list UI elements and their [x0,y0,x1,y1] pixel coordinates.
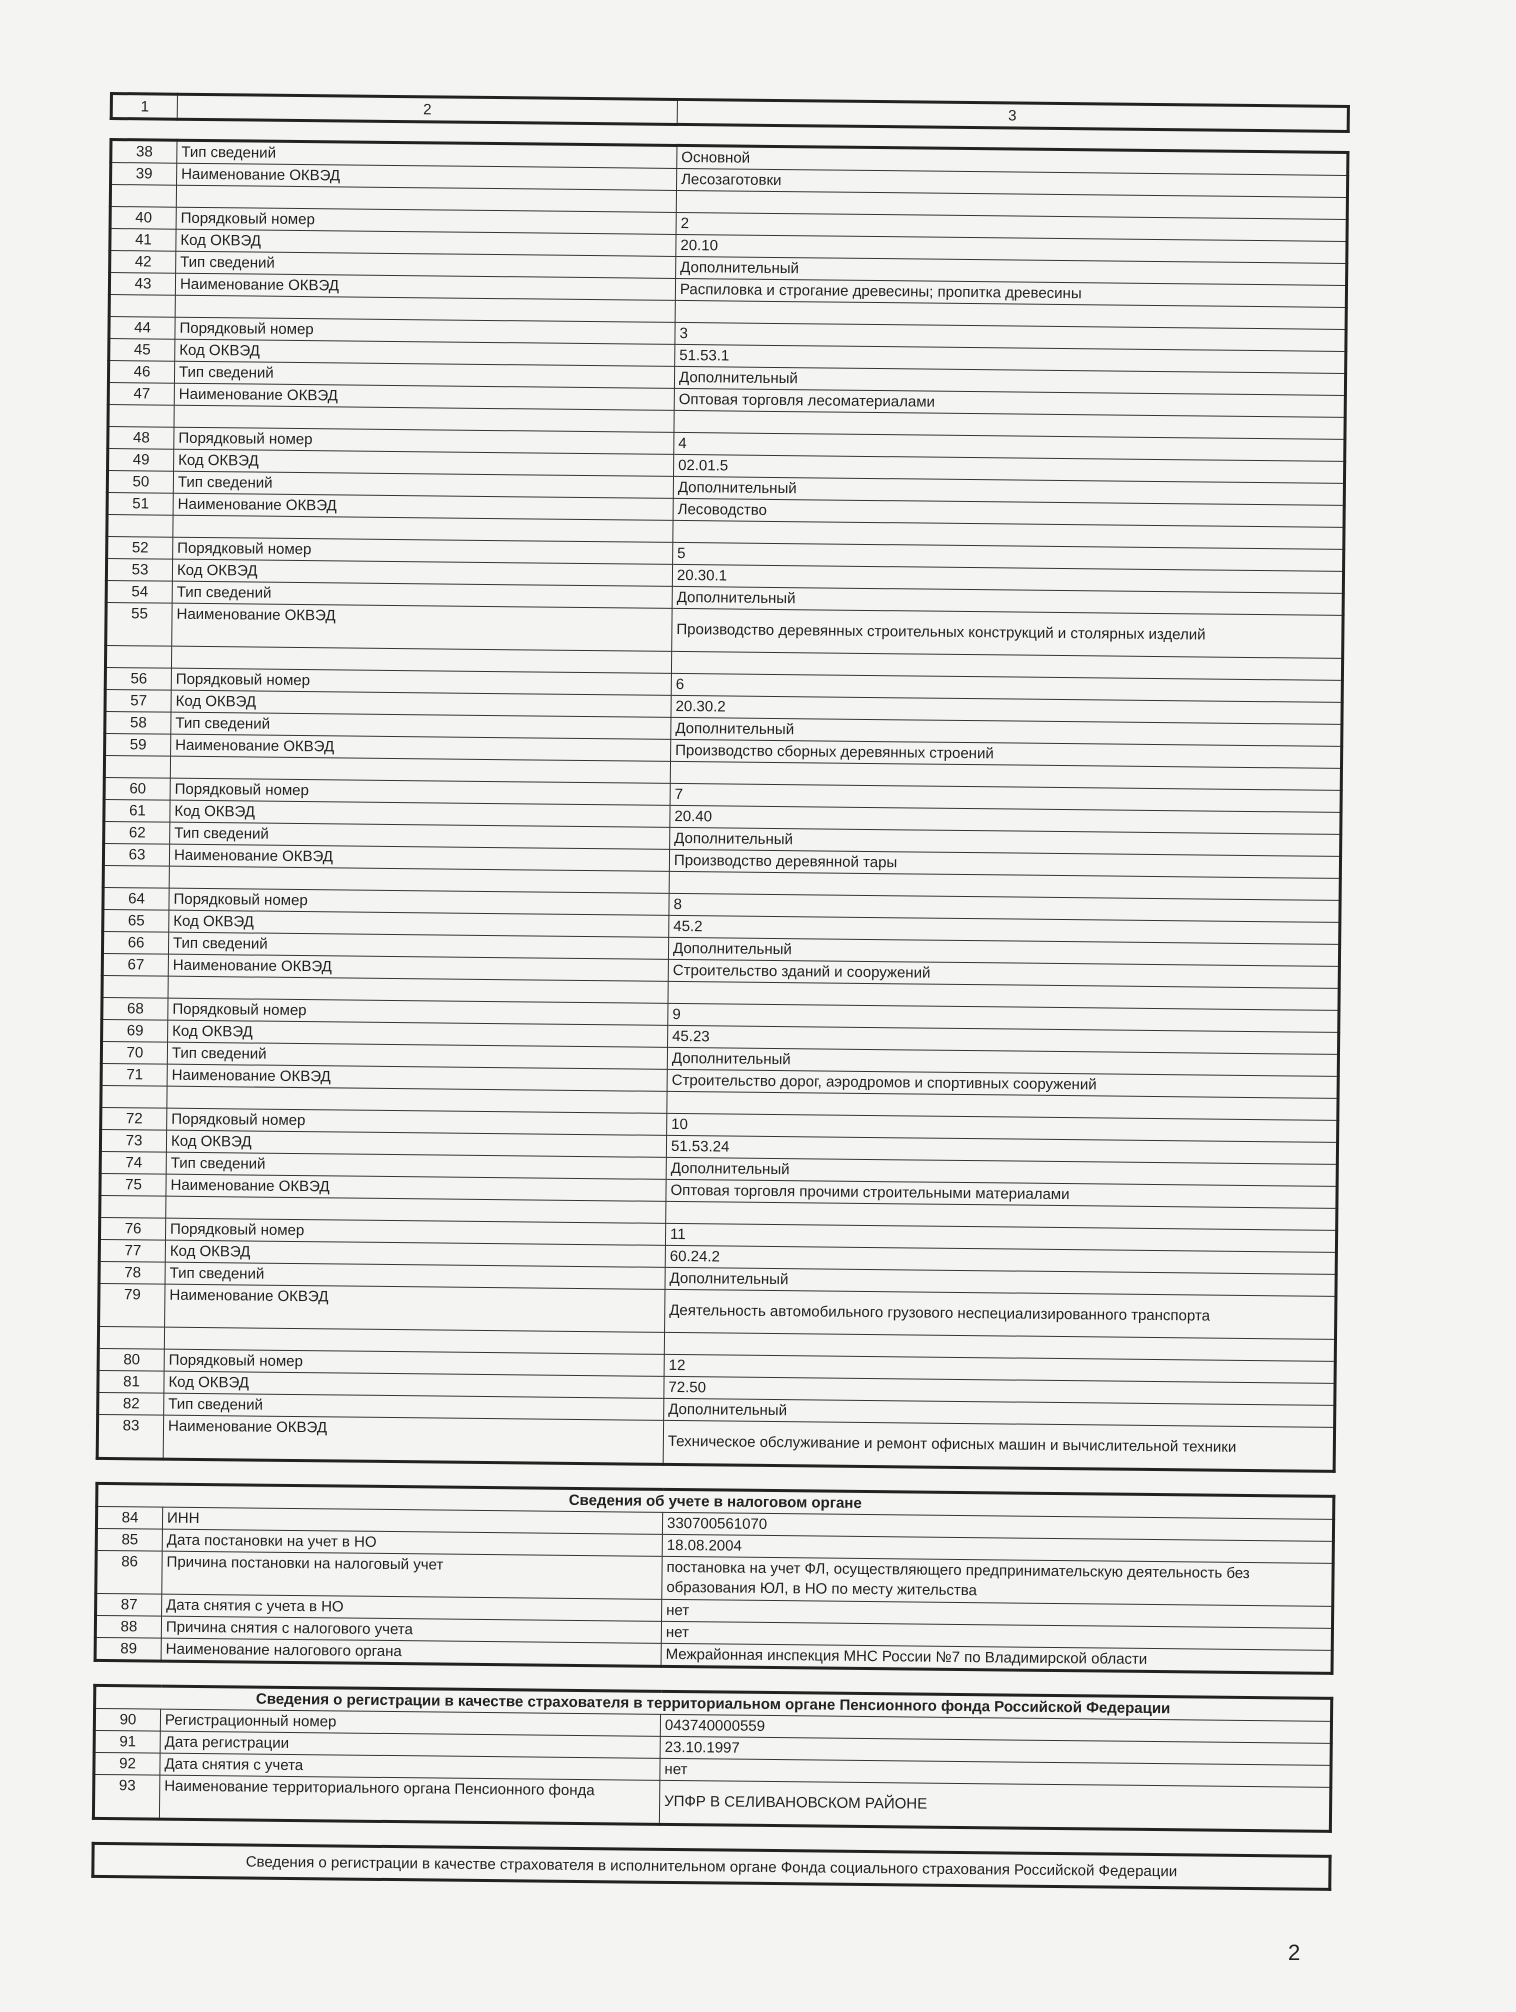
row-label: Причина постановки на налоговый учет [162,1551,662,1599]
row-number: 69 [102,1019,168,1042]
row-label: Код ОКВЭД [172,559,672,586]
row-value: 20.40 [670,805,1341,834]
row-value: Дополнительный [674,366,1345,395]
row-number: 55 [106,602,172,646]
row-value: 11 [665,1223,1336,1252]
row-label: Наименование ОКВЭД [163,1415,663,1464]
row-label: Наименование территориального органа Пенсионного фонда [159,1775,659,1824]
row-label: Наименование ОКВЭД [172,603,672,651]
row-number: 92 [94,1752,160,1775]
row-value: Дополнительный [671,717,1342,746]
row-number: 53 [106,558,172,581]
row-value: 02.01.5 [674,454,1345,483]
row-number [110,185,176,208]
row-value: 6 [671,673,1342,702]
row-value: Дополнительный [665,1267,1336,1296]
row-value: 043740000559 [660,1714,1331,1743]
row-label: Наименование ОКВЭД [174,383,674,410]
row-value: 51.53.24 [666,1135,1337,1164]
row-label: Порядковый номер [171,668,671,695]
row-value: Дополнительный [673,476,1344,505]
row-value: 23.10.1997 [660,1736,1331,1765]
row-label: Наименование ОКВЭД [177,163,677,190]
row-number: 64 [103,887,169,910]
row-number: 89 [95,1637,161,1661]
row-label: Код ОКВЭД [171,690,671,717]
row-number [104,755,170,778]
row-label: Порядковый номер [173,537,673,564]
row-label: Наименование ОКВЭД [171,734,671,761]
row-value: Распиловка и строгание древесины; пропитка древесины [675,278,1346,307]
row-value: Дополнительный [664,1398,1335,1427]
row-label: Наименование ОКВЭД [169,844,669,871]
row-value: 10 [667,1113,1338,1142]
row-number: 74 [100,1151,166,1174]
row-label: Наименование ОКВЭД [168,954,668,981]
row-number: 49 [108,448,174,471]
row-label: Тип сведений [173,471,673,498]
row-value: нет [662,1599,1333,1628]
row-label: Причина снятия с налогового учета [161,1616,661,1643]
row-value: 8 [669,893,1340,922]
row-label: Код ОКВЭД [174,449,674,476]
row-label: Наименование ОКВЭД [173,493,673,520]
row-number: 48 [108,426,174,449]
row-number: 86 [96,1550,162,1594]
row-number: 83 [97,1414,163,1459]
row-value: Строительство зданий и сооружений [668,959,1339,988]
row-label: Порядковый номер [167,1108,667,1135]
row-label: Наименование ОКВЭД [166,1174,666,1201]
row-label: Код ОКВЭД [176,229,676,256]
row-number: 46 [108,361,174,384]
page-number: 2 [1288,1940,1301,1965]
column-header-1: 1 [111,94,177,120]
row-label: Порядковый номер [176,207,676,234]
row-label: Тип сведений [176,251,676,278]
row-number: 42 [110,251,176,274]
row-value: Межрайонная инспекция МНС России №7 по Владимирской области [661,1643,1332,1673]
row-label: Тип сведений [165,1262,665,1289]
row-value: 330700561070 [662,1512,1333,1541]
row-number: 61 [104,799,170,822]
social-insurance-table [91,1842,1331,1891]
row-value: 45.2 [669,915,1340,944]
row-value: УПФР В СЕЛИВАНОВСКОМ РАЙОНЕ [659,1780,1330,1831]
row-label: Дата снятия с учета [160,1753,660,1780]
row-number: 67 [102,953,168,976]
row-value: Оптовая торговля прочими строительными материалами [666,1179,1337,1208]
row-number: 40 [110,207,176,230]
row-number: 75 [100,1173,166,1196]
document-sheet [91,92,1350,1891]
row-number: 41 [110,229,176,252]
row-number: 72 [101,1107,167,1130]
row-value: Дополнительный [670,827,1341,856]
row-label: Код ОКВЭД [164,1371,664,1398]
row-label: Тип сведений [167,1042,667,1069]
row-value: 60.24.2 [665,1245,1336,1274]
row-label: Код ОКВЭД [165,1240,665,1267]
row-number [105,645,171,668]
row-label: Порядковый номер [175,317,675,344]
row-number: 71 [101,1063,167,1086]
row-value: Основной [677,145,1348,175]
row-value: Дополнительный [672,586,1343,615]
row-label: Дата регистрации [160,1731,660,1758]
row-label: Тип сведений [174,361,674,388]
row-number: 50 [107,470,173,493]
row-value: Производство деревянных строительных конструкций и столярных изделий [672,608,1343,658]
column-header-table [110,92,1350,133]
row-label: Порядковый номер [165,1218,665,1245]
row-number: 85 [96,1528,162,1551]
row-value: нет [660,1758,1331,1787]
row-number: 57 [105,689,171,712]
row-number: 78 [99,1261,165,1284]
row-number: 44 [109,317,175,340]
row-label: Порядковый номер [170,778,670,805]
row-value: Техническое обслуживание и ремонт офисных машин и вычислительной техники [663,1420,1334,1471]
row-label: Код ОКВЭД [168,1020,668,1047]
row-number: 65 [103,909,169,932]
row-number: 63 [103,843,169,866]
row-label: Код ОКВЭД [175,339,675,366]
row-value: Лесозаготовки [677,168,1348,197]
row-number: 70 [101,1041,167,1064]
social-section-title: Сведения о регистрации в качестве страхователя в исполнительном органе Фонда социального страхования Российской Федерации [93,1843,1330,1889]
row-number: 68 [102,997,168,1020]
row-value: постановка на учет ФЛ, осуществляющего предпринимательскую деятельность без образования ЮЛ, в НО по месту жительства [662,1556,1333,1606]
row-number: 82 [98,1392,164,1415]
row-label: Тип сведений [171,712,671,739]
row-number: 43 [109,273,175,296]
row-value: Оптовая торговля лесоматериалами [674,388,1345,417]
row-value: Производство сборных деревянных строений [671,739,1342,768]
row-number: 60 [104,777,170,800]
row-label: Код ОКВЭД [166,1130,666,1157]
row-number: 91 [94,1730,160,1753]
row-number: 93 [93,1774,159,1819]
row-number: 77 [99,1239,165,1262]
row-value: Деятельность автомобильного грузового неспециализированного транспорта [665,1289,1336,1339]
row-label: Тип сведений [166,1152,666,1179]
row-value: 2 [676,212,1347,241]
tax-section-title: Сведения об учете в налоговом органе [97,1483,1334,1519]
row-value: Дополнительный [667,1047,1338,1076]
row-value: 5 [673,542,1344,571]
row-number: 52 [107,536,173,559]
row-number [108,404,174,427]
row-number: 88 [95,1615,161,1638]
row-label: Наименование ОКВЭД [175,273,675,300]
row-label: Порядковый номер [168,998,668,1025]
row-label: Порядковый номер [164,1349,664,1376]
tax-registration-table [94,1482,1336,1675]
row-value: 7 [670,783,1341,812]
pension-registration-table [92,1684,1333,1833]
row-value: 51.53.1 [675,344,1346,373]
row-number: 73 [100,1129,166,1152]
row-label: Регистрационный номер [160,1709,660,1736]
row-number [103,865,169,888]
row-label: Наименование налогового органа [161,1638,661,1666]
row-value: Дополнительный [668,937,1339,966]
row-number: 62 [104,821,170,844]
row-value: 20.30.1 [672,564,1343,593]
row-label: Тип сведений [172,581,672,608]
row-number: 56 [105,667,171,690]
okved-table [96,138,1350,1473]
row-number [98,1326,164,1349]
row-value: 45.23 [668,1025,1339,1054]
row-label: Порядковый номер [174,427,674,454]
row-number: 45 [109,339,175,362]
row-number [102,975,168,998]
row-value: 20.30.2 [671,695,1342,724]
row-number: 66 [102,931,168,954]
row-value: Дополнительный [666,1157,1337,1186]
row-value: 72.50 [664,1376,1335,1405]
row-number: 80 [98,1348,164,1371]
row-value: 9 [668,1003,1339,1032]
row-value: Лесоводство [673,498,1344,527]
row-value: Дополнительный [676,256,1347,285]
row-number: 59 [105,733,171,756]
row-value: 12 [664,1354,1335,1383]
row-label: Тип сведений [164,1393,664,1420]
row-value: Строительство дорог, аэродромов и спортивных сооружений [667,1069,1338,1098]
row-number: 58 [105,711,171,734]
row-number: 47 [108,382,174,405]
row-value: 20.10 [676,234,1347,263]
row-number [100,1195,166,1218]
row-label: Дата постановки на учет в НО [162,1529,662,1556]
row-number: 51 [107,492,173,515]
row-label: ИНН [162,1507,662,1534]
row-label: Наименование ОКВЭД [167,1064,667,1091]
row-value: нет [661,1621,1332,1650]
row-number: 76 [99,1217,165,1240]
row-number: 79 [99,1283,165,1327]
row-number: 54 [106,580,172,603]
column-header-2: 2 [177,94,677,124]
row-value: 18.08.2004 [662,1534,1333,1563]
row-number: 84 [96,1506,162,1529]
row-number [107,514,173,537]
row-number [109,295,175,318]
row-label: Тип сведений [170,822,670,849]
row-label: Код ОКВЭД [170,800,670,827]
row-number: 38 [111,140,177,164]
row-value: 4 [674,432,1345,461]
row-number: 90 [94,1708,160,1731]
row-label: Порядковый номер [169,888,669,915]
row-label: Наименование ОКВЭД [165,1284,665,1332]
row-number [101,1085,167,1108]
row-number: 39 [111,163,177,186]
pension-section-title: Сведения о регистрации в качестве страхователя в территориальном органе Пенсионного фонда Российской Федерации [95,1685,1332,1721]
row-label: Код ОКВЭД [169,910,669,937]
row-label: Тип сведений [168,932,668,959]
row-label: Дата снятия с учета в НО [162,1594,662,1621]
column-header-3: 3 [677,99,1348,131]
row-number: 81 [98,1370,164,1393]
row-value: 3 [675,322,1346,351]
row-number: 87 [96,1593,162,1616]
row-label: Тип сведений [177,140,677,168]
row-value: Производство деревянной тары [669,849,1340,878]
column-header-row [111,94,1348,132]
